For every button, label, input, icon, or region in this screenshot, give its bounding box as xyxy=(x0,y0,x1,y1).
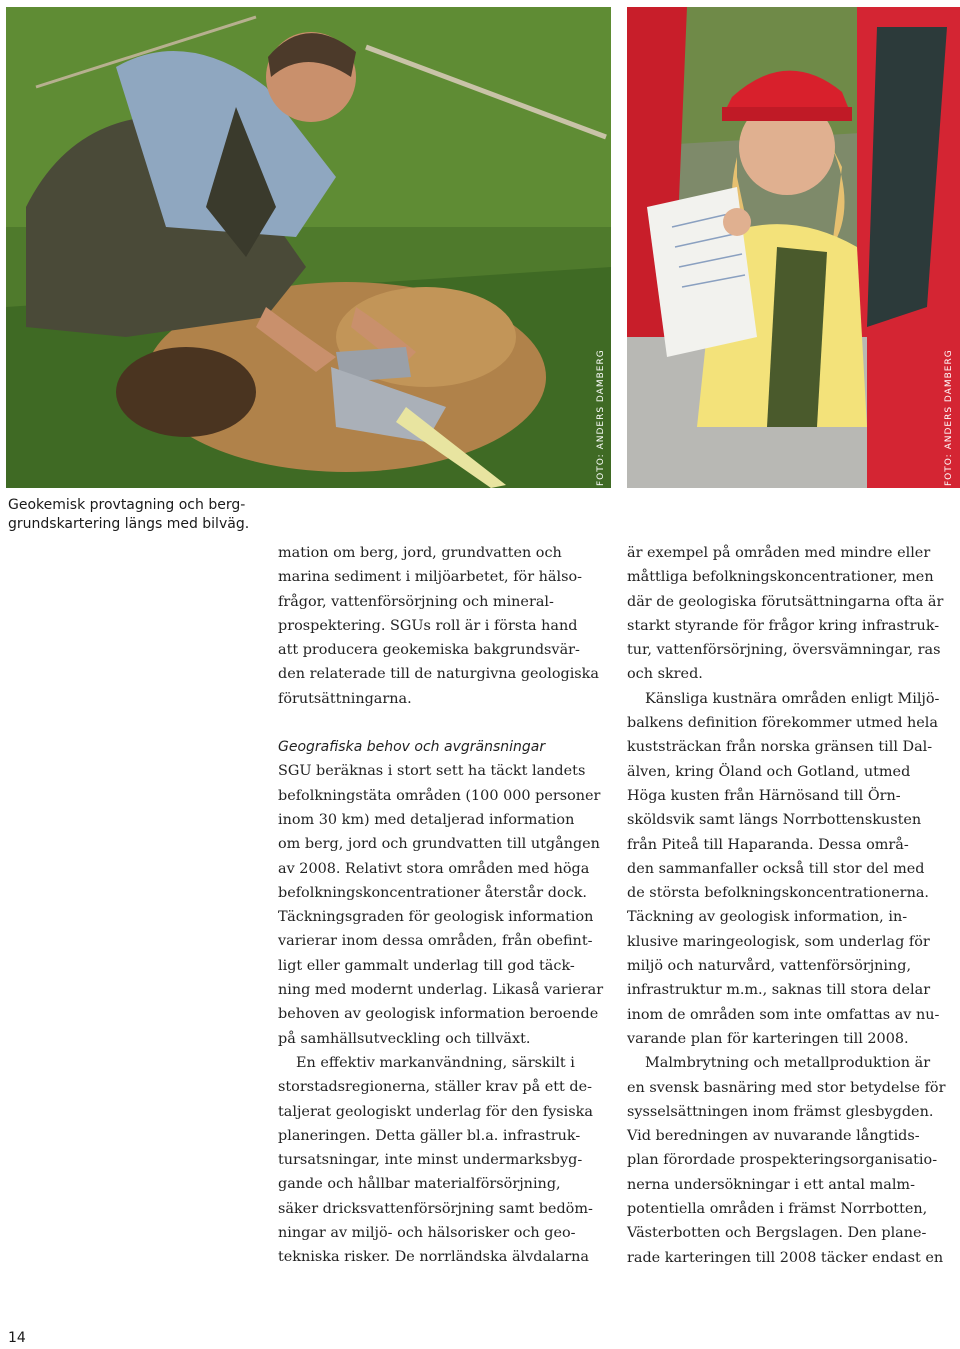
text-line: nerna undersökningar i ett antal malm- xyxy=(627,1176,915,1193)
text-line: där de geologiska förutsättningarna ofta är xyxy=(627,593,944,610)
text-line: en svensk basnäring med stor betydelse för xyxy=(627,1079,946,1096)
text-line: storstadsregionerna, ställer krav på ett de- xyxy=(278,1079,593,1096)
text-line: om berg, jord och grundvatten till utgången xyxy=(278,836,600,853)
text-column-right xyxy=(627,541,960,1270)
text-line: och skred. xyxy=(627,666,703,683)
text-column-left xyxy=(278,541,613,1270)
text-line: frågor, vattenförsörjning och mineral- xyxy=(278,593,554,610)
text-line: marina sediment i miljöarbetet, för hälso- xyxy=(278,569,583,586)
text-line: är exempel på områden med mindre eller xyxy=(627,545,931,561)
photo-credit-right: FOTO: ANDERS DAMBERG xyxy=(944,349,954,486)
text-line: SGU beräknas i stort sett ha täckt landets xyxy=(278,763,586,780)
text-line: säker dricksvattenförsörjning samt bedöm- xyxy=(278,1200,593,1217)
page-number: 14 xyxy=(8,1330,26,1346)
text-line: tur, vattenförsörjning, översvämningar, ras xyxy=(627,642,941,659)
text-line: sköldsvik samt längs Norrbottenskusten xyxy=(627,812,922,829)
paragraph-land-use xyxy=(278,1051,613,1270)
text-line: En effektiv markanvändning, särskilt i xyxy=(296,1054,575,1071)
text-line: taljerat geologiskt underlag för den fysiska xyxy=(278,1103,593,1120)
text-line: rade karteringen till 2008 täcker endast en xyxy=(627,1249,944,1266)
caption-line: Geokemisk provtagning och berg- xyxy=(8,497,246,513)
text-line: starkt styrande för frågor kring infrastruk- xyxy=(627,617,940,634)
text-line: infrastruktur m.m., saknas till stora delar xyxy=(627,982,931,999)
text-line: mation om berg, jord, grundvatten och xyxy=(278,545,562,561)
text-line: de största befolkningskoncentrationerna. xyxy=(627,885,929,902)
text-line: varande plan för karteringen till 2008. xyxy=(627,1030,909,1047)
text-line: förutsättningarna. xyxy=(278,690,412,707)
text-line: Västerbotten och Bergslagen. Den plane- xyxy=(627,1225,927,1242)
text-line: befolkningskoncentrationer återstår dock. xyxy=(278,884,587,901)
text-line: Täckning av geologisk information, in- xyxy=(627,909,908,926)
text-line: plan förordade prospekteringsorganisatio- xyxy=(627,1152,938,1169)
text-line: den sammanfaller också till stor del med xyxy=(627,860,925,877)
section-heading: Geografiska behov och avgränsningar xyxy=(278,739,546,756)
text-line: balkens definition förekommer utmed hela xyxy=(627,715,938,732)
text-line: klusive maringeologisk, som underlag för xyxy=(627,933,930,950)
text-line: älven, kring Öland och Gotland, utmed xyxy=(627,763,911,780)
paragraph-river-valleys xyxy=(627,541,960,687)
text-line: Vid beredningen av nuvarande långtids- xyxy=(627,1128,920,1145)
text-line: tursatsningar, inte minst undermarksbyg- xyxy=(278,1152,583,1169)
text-line: potentiella områden i främst Norrbotten, xyxy=(627,1201,928,1218)
text-line: från Piteå till Haparanda. Dessa områ- xyxy=(627,836,909,853)
text-line: sysselsättningen inom främst glesbygden. xyxy=(627,1103,934,1120)
text-line: varierar inom dessa områden, från obefint- xyxy=(278,933,593,950)
field-mapping-image xyxy=(627,7,960,488)
text-line: på samhällsutveckling och tillväxt. xyxy=(278,1030,531,1047)
text-line: Känsliga kustnära områden enligt Miljö- xyxy=(645,690,940,707)
text-line: måttliga befolkningskoncentrationer, men xyxy=(627,569,934,586)
photo-field-mapping xyxy=(627,7,960,488)
text-line: Höga kusten från Härnösand till Örn- xyxy=(627,787,901,804)
text-line: tekniska risker. De norrländska älvdalarna xyxy=(278,1249,589,1266)
text-line: kuststräckan från norska gränsen till Dal- xyxy=(627,739,933,756)
text-line: ning med modernt underlag. Likaså varierar xyxy=(278,982,604,999)
text-line: ningar av miljö- och hälsorisker och geo- xyxy=(278,1225,576,1242)
photo-caption xyxy=(8,496,258,534)
text-line: miljö och naturvård, vattenförsörjning, xyxy=(627,958,912,975)
paragraph-intro xyxy=(278,541,613,711)
text-line: inom 30 km) med detaljerad information xyxy=(278,811,575,828)
paragraph-coastal-areas xyxy=(627,687,960,1051)
text-line: gande och hållbar materialförsörjning, xyxy=(278,1176,561,1193)
paragraph-mining xyxy=(627,1051,960,1270)
caption-line: grundskartering längs med bilväg. xyxy=(8,516,250,532)
text-line: inom de områden som inte omfattas av nu- xyxy=(627,1006,940,1023)
soil-sampling-image xyxy=(6,7,611,488)
text-line: Täckningsgraden för geologisk information xyxy=(278,909,594,926)
text-line: av 2008. Relativt stora områden med höga xyxy=(278,860,590,877)
text-line: behoven av geologisk information beroende xyxy=(278,1006,599,1023)
text-line: planeringen. Detta gäller bl.a. infrastruk- xyxy=(278,1127,581,1144)
text-line: att producera geokemiska bakgrundsvär- xyxy=(278,642,580,659)
paragraph-coverage xyxy=(278,759,613,1051)
text-line: Malmbrytning och metallproduktion är xyxy=(645,1055,931,1072)
photo-soil-sampling xyxy=(6,7,611,488)
text-line: ligt eller gammalt underlag till god täck- xyxy=(278,957,575,974)
text-line: den relaterade till de naturgivna geologiska xyxy=(278,666,599,683)
photo-credit-left: FOTO: ANDERS DAMBERG xyxy=(596,349,606,486)
text-line: befolkningstäta områden (100 000 personer xyxy=(278,787,601,804)
text-line: prospektering. SGUs roll är i första hand xyxy=(278,617,578,634)
